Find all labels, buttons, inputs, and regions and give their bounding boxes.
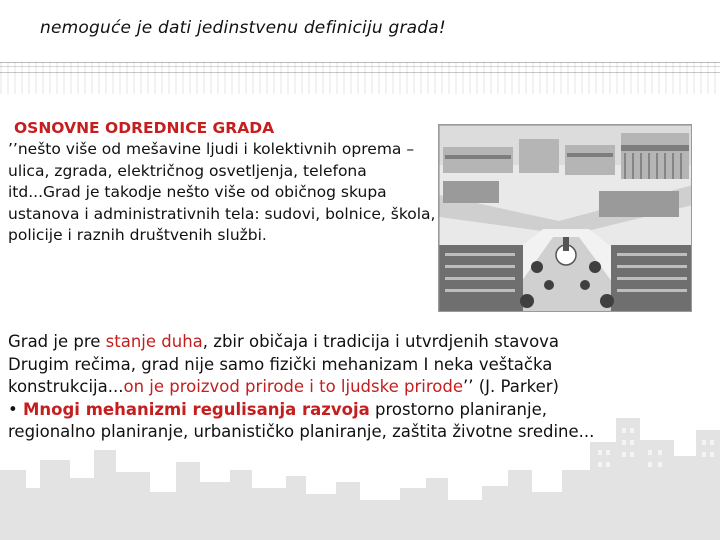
bullet-highlight: Mnogi mehanizmi regulisanja razvoja [22,399,370,419]
slide-title: nemoguće je dati jedinstvenu definiciju grada! [40,18,446,38]
essay-text-1: Grad je pre [8,332,106,351]
bullet-symbol: • [8,399,18,419]
definition-block [8,118,438,246]
section-heading: OSNOVNE ODREDNICE GRADA [14,119,275,137]
essay-highlight-human-nature: on je proizvod prirode i to ljudske prirode [123,377,463,397]
bullet-text: prostorno planiranje, regionalno planiranje, urbanističko planiranje, zaštita životne sredine... [8,399,595,442]
city-engraving-image [438,124,692,312]
essay-highlight-state-of-mind: stanje duha [105,332,203,351]
definition-text: ’’nešto više od mešavine ljudi i kolektivnih oprema – ulica, zgrada, električnog osvetljenja, telefona itd...Grad je takodje nešto više od običnog skupa ustanova i administrativnih tela: sudovi, bolnice, škola, policije i raznih društvenih službi. [8,140,436,245]
essay-text-2: , zbir običaja i tradicija i utvrdjenih stavova Drugim rečima, grad nije samo fizički mehanizam I neka veštačka konstrukcija... [8,332,560,397]
city-engraving-illustration [439,125,692,312]
city-essay-block [8,331,618,444]
essay-citation: ’’ (J. Parker) [462,377,559,397]
